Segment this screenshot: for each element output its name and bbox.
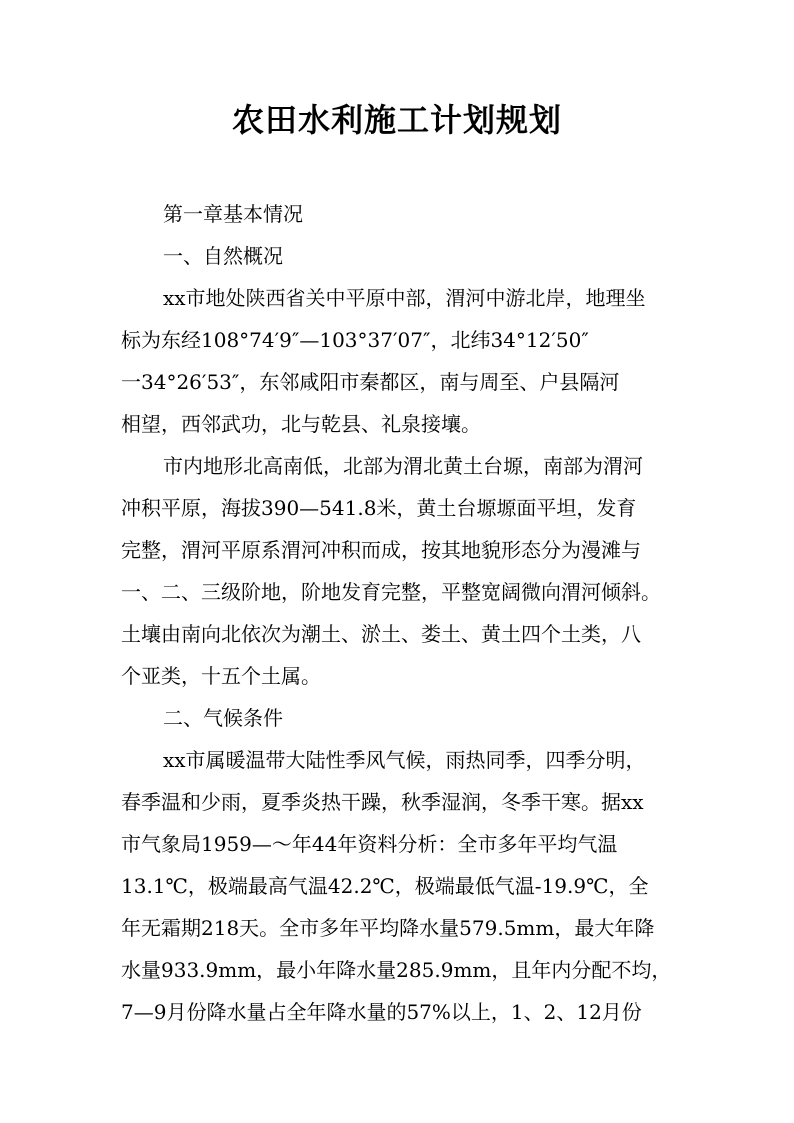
- paragraph-line: 市气象局1959—～年44年资料分析：全市多年平均气温: [121, 832, 618, 856]
- paragraph-line: 春季温和少雨，夏季炎热干躁，秋季湿润，冬季干寒。据xx: [121, 790, 644, 814]
- paragraph-line: 相望，西邻武功，北与乾县、礼泉接壤。: [121, 412, 481, 436]
- paragraph-line: xx市地处陕西省关中平原中部，渭河中游北岸，地理坐: [163, 286, 646, 310]
- paragraph-line: 冲积平原，海拔390—541.8米，黄土台塬塬面平坦，发育: [121, 496, 637, 520]
- paragraph-line: 土壤由南向北依次为潮土、淤土、娄土、黄土四个土类，八: [121, 622, 641, 646]
- section-heading: 二、气候条件: [163, 706, 283, 730]
- paragraph-line: 完整，渭河平原系渭河冲积而成，按其地貌形态分为漫滩与: [121, 538, 641, 562]
- chapter-heading: 第一章基本情况: [163, 202, 303, 226]
- paragraph-line: 市内地形北高南低，北部为渭北黄土台塬，南部为渭河: [163, 454, 643, 478]
- document-body: [121, 193, 681, 1033]
- document-title: 农田水利施工计划规划: [231, 101, 562, 139]
- paragraph-line: xx市属暖温带大陆性季风气候，雨热同季，四季分明，: [163, 748, 646, 772]
- paragraph-line: 标为东经108°74′9″—103°37′07″，北纬34°12′50″: [121, 328, 589, 352]
- section-heading: 一、自然概况: [163, 244, 283, 268]
- paragraph-line: 一、二、三级阶地，阶地发育完整，平整宽阔微向渭河倾斜。: [121, 580, 661, 604]
- paragraph-line: 13.1℃，极端最高气温42.2℃，极端最低气温-19.9℃，全: [121, 874, 649, 898]
- paragraph-line: 7—9月份降水量占全年降水量的57%以上，1、2、12月份: [121, 1000, 642, 1024]
- paragraph-line: 个亚类，十五个土属。: [121, 664, 321, 688]
- paragraph-line: 水量933.9mm，最小年降水量285.9mm，且年内分配不均，: [121, 958, 672, 982]
- paragraph-line: 年无霜期218天。全市多年平均降水量579.5mm，最大年降: [121, 916, 655, 940]
- paragraph-line: 一34°26′53″，东邻咸阳市秦都区，南与周至、户县隔河: [121, 370, 620, 394]
